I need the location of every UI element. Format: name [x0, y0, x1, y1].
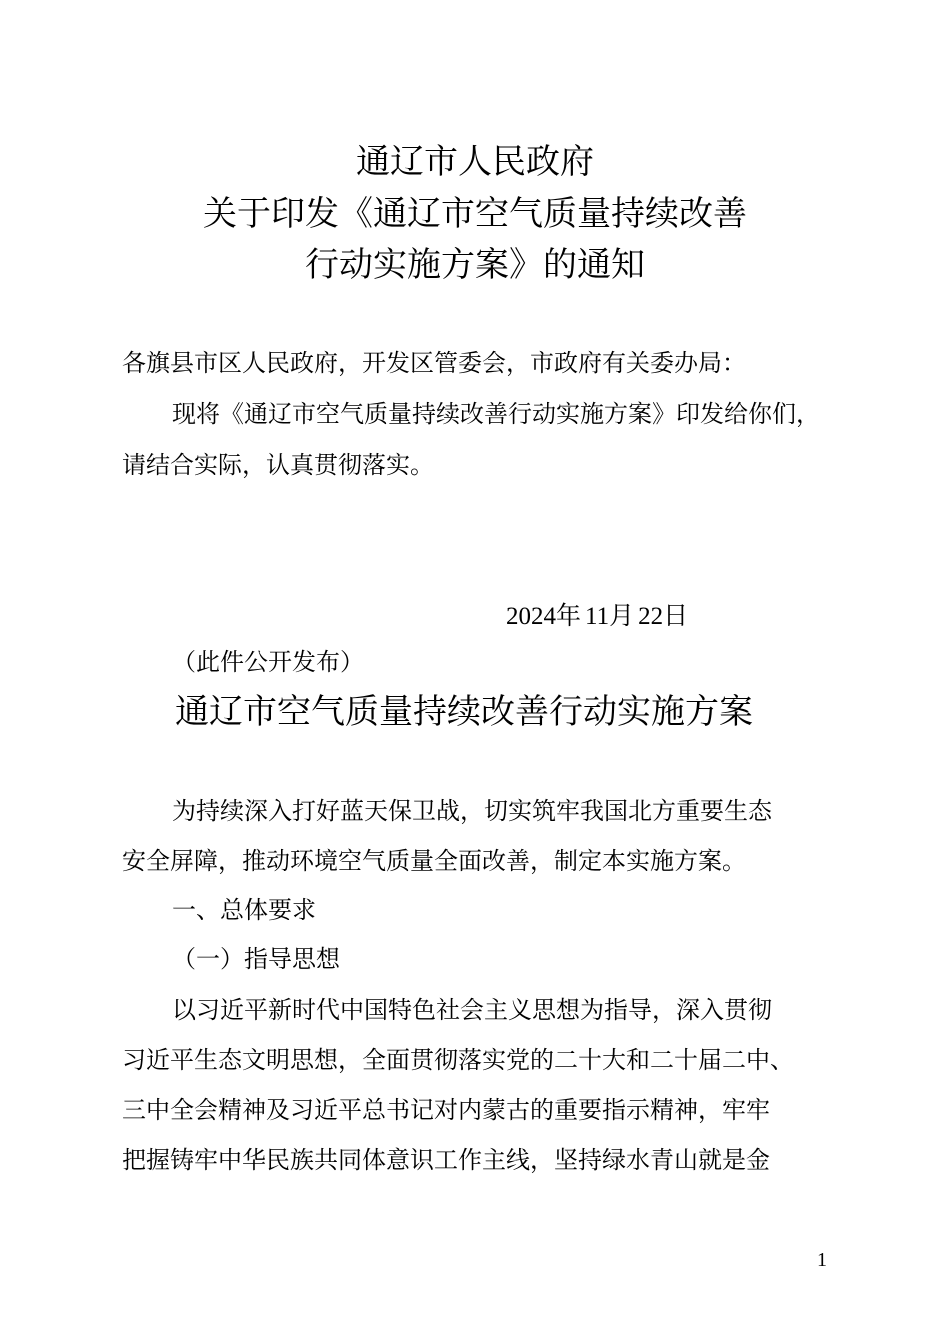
date-month: 11: [585, 603, 610, 630]
date-day-unit: 日: [663, 601, 689, 630]
plan-intro-line: 安全屏障，推动环境空气质量全面改善，制定本实施方案。: [122, 847, 746, 875]
salutation: 各旗县市区人民政府，开发区管委会，市政府有关委办局：: [122, 349, 746, 377]
notice-body-line: 现将《通辽市空气质量持续改善行动实施方案》印发给你们，: [172, 400, 820, 428]
date-year-unit: 年: [556, 601, 582, 630]
guiding-line: 把握铸牢中华民族共同体意识工作主线，坚持绿水青山就是金: [122, 1146, 770, 1174]
guiding-line: 三中全会精神及习近平总书记对内蒙古的重要指示精神，牢牢: [122, 1096, 770, 1124]
notice-title-line-2: 关于印发《通辽市空气质量持续改善: [203, 194, 747, 234]
notice-body-line: 请结合实际，认真贯彻落实。: [122, 451, 434, 479]
page-number: 1: [817, 1249, 827, 1271]
plan-intro-line: 为持续深入打好蓝天保卫战，切实筑牢我国北方重要生态: [172, 797, 772, 825]
issue-date: [506, 596, 688, 632]
notice-title-line-1: 通辽市人民政府: [356, 142, 594, 182]
date-month-unit: 月: [609, 601, 635, 630]
date-year: 2024: [506, 603, 556, 630]
plan-title: 通辽市空气质量持续改善行动实施方案: [175, 692, 753, 732]
guiding-line: 以习近平新时代中国特色社会主义思想为指导，深入贯彻: [172, 996, 772, 1024]
date-day: 22: [638, 603, 664, 630]
guiding-line: 习近平生态文明思想，全面贯彻落实党的二十大和二十届二中、: [122, 1046, 794, 1074]
notice-title-line-3: 行动实施方案》的通知: [305, 245, 645, 285]
publication-note: （此件公开发布）: [172, 648, 364, 676]
section-heading: 一、总体要求: [172, 896, 316, 924]
subsection-heading: （一）指导思想: [172, 945, 340, 973]
